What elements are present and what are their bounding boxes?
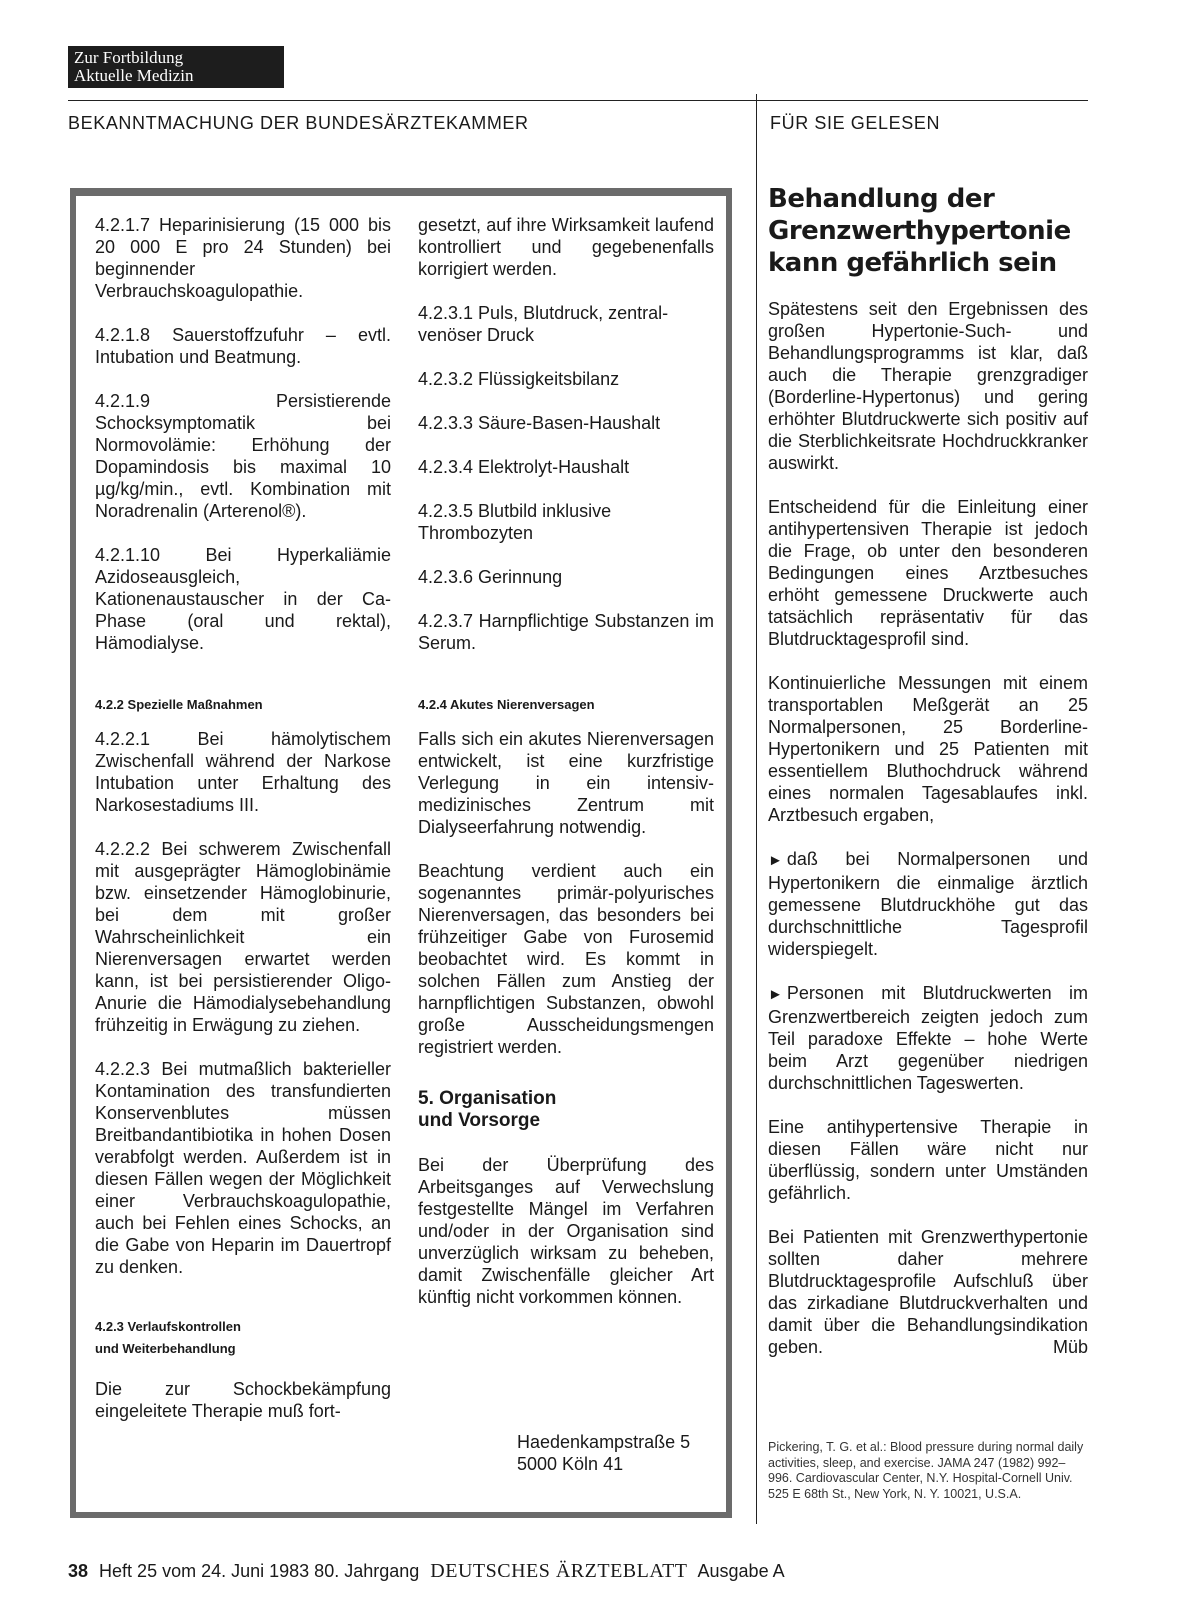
address-block	[517, 1431, 690, 1475]
kicker-line-2: Aktuelle Medizin	[74, 66, 194, 85]
paragraph: Beachtung verdient auch ein sogenanntes primär-polyurisches Nierenversagen, das besonders bei frühzeitiger Gabe von Furosemid beobachtet wird. Es kommt in solchen Fällen zum Anstieg der harnpflichtigen Substanzen, obwohl große Ausscheidungsmengen registriert werden.	[418, 861, 714, 1057]
address-line-2: 5000 Köln 41	[517, 1454, 624, 1474]
header-rule	[68, 100, 1088, 101]
arrow-bullet-icon: ►	[768, 986, 783, 1003]
paragraph: 4.2.3.4 Elektrolyt-Haushalt	[418, 457, 630, 477]
paragraph: Die zur Schockbekämpfung eingeleitete Therapie muß fort-	[95, 1379, 391, 1421]
paragraph: 4.2.1.10 Bei Hyperkaliämie Azidoseausgleich, Kationenaustauscher in der Ca-Phase (oral und rektal), Hämodialyse.	[95, 545, 391, 653]
announcement-column-2	[418, 214, 714, 1330]
paragraph: 4.2.1.7 Heparinisierung (15 000 bis 20 000 E pro 24 Stunden) bei beginnender Verbrauchskoagulopathie.	[95, 215, 391, 301]
arrow-bullet-icon: ►	[768, 852, 783, 869]
paragraph: 4.2.2.1 Bei hämolytischem Zwischenfall während der Narkose Intubation unter Erhaltung des Narkosestadiums III.	[95, 729, 391, 815]
subheading-4-2-2: 4.2.2 Spezielle Maßnahmen	[95, 697, 263, 712]
paragraph: Entscheidend für die Einleitung einer antihypertensiven Therapie ist jedoch die Frage, ob unter den besonderen Bedingungen eines Arztbesuches erhöht gemessene Druckwerte auch tatsächlich repräsentativ für das Blutdrucktagesprofil sind.	[768, 497, 1088, 649]
paragraph: Eine antihypertensive Therapie in diesen Fällen wäre nicht nur überflüssig, sondern unter Umständen gefährlich.	[768, 1117, 1088, 1203]
paragraph-text: Bei Patienten mit Grenzwerthypertonie sollten daher mehrere Blutdrucktagesprofile Aufschluß über das zirkadiane Blutdruckverhalten und damit über die Behandlungsindikation geben.	[768, 1227, 1088, 1357]
paragraph: 4.2.3.6 Gerinnung	[418, 567, 563, 587]
bullet-paragraph	[768, 848, 1088, 960]
paragraph: Kontinuierliche Messungen mit einem transportablen Meßgerät an 25 Normalpersonen, 25 Borderline-Hypertonikern und 25 Patienten mit essentiellem Bluthochdruck während eines normalen Tagesablaufes inkl. Arztbesuch ergaben,	[768, 673, 1088, 825]
paragraph	[768, 1226, 1088, 1358]
page-number: 38	[68, 1561, 89, 1581]
reference-citation: Pickering, T. G. et al.: Blood pressure during normal daily activities, sleep, and exercise. JAMA 247 (1982) 992–996. Cardiovascular Center, N.Y. Hospital-Cornell Univ. 525 E 68th St., New York, N. Y. 10021, U.S.A.	[768, 1440, 1084, 1501]
page-footer	[68, 1560, 785, 1583]
heading-organisation	[418, 1088, 714, 1132]
announcement-column-1	[95, 214, 391, 1444]
subheading-line: 4.2.3 Verlaufskontrollen	[95, 1319, 241, 1334]
address-line-1: Haedenkampstraße 5	[517, 1432, 691, 1452]
article-title: Behandlung der Grenzwerthypertonie kann gefährlich sein	[768, 184, 1071, 278]
bullet-text: Personen mit Blutdruckwerten im Grenzwertbereich zeigten jedoch zum Teil paradoxe Effekte – hohe Werte beim Arzt gegenüber niedrigen durchschnittlichen Tageswerten.	[768, 983, 1088, 1093]
section-heading-right: FÜR SIE GELESEN	[770, 113, 941, 133]
subheading-4-2-3	[95, 1316, 391, 1360]
edition: Ausgabe A	[697, 1561, 785, 1581]
bullet-text: daß bei Normalpersonen und Hypertonikern die einmalige ärztlich gemessene Blutdruckhöhe gut das durchschnittliche Tagesprofil widerspiegelt.	[768, 849, 1088, 959]
paragraph: 4.2.2.2 Bei schwerem Zwischenfall mit ausgeprägter Hämoglobinämie bzw. einsetzender Hämoglobinurie, bei dem mit großer Wahrscheinlichkeit ein Nierenversagen erwartet werden kann, ist bei persistierender Oligo-Anurie die Hämodialysebehandlung frühzeitig in Erwägung zu ziehen.	[95, 839, 391, 1035]
issue-info: Heft 25 vom 24. Juni 1983 80. Jahrgang	[99, 1561, 420, 1581]
bullet-paragraph	[768, 982, 1088, 1094]
paragraph: Spätestens seit den Ergebnissen des großen Hypertonie-Such- und Behandlungsprogramms ist klar, daß auch die Therapie grenzgradiger (Borderline-Hypertonus) und gering erhöhter Blutdruckwerte sich positiv auf die Sterblichkeitsrate Hochdruckkranker auswirkt.	[768, 299, 1088, 473]
paragraph: 4.2.3.3 Säure-Basen-Haushalt	[418, 413, 661, 433]
paragraph: Falls sich ein akutes Nierenversagen entwickelt, ist eine kurzfristige Verlegung in ein intensiv-medizinisches Zentrum mit Dialyseerfahrung notwendig.	[418, 729, 714, 837]
author-signature: Müb	[1052, 1337, 1088, 1357]
section-kicker	[68, 46, 284, 88]
paragraph: 4.2.3.7 Harnpflichtige Substanzen im Serum.	[418, 611, 714, 653]
journal-name: DEUTSCHES ÄRZTEBLATT	[430, 1560, 688, 1582]
subheading-line: und Weiterbehandlung	[95, 1341, 236, 1356]
heading-line: 5. Organisation	[418, 1088, 557, 1109]
heading-line: und Vorsorge	[418, 1110, 541, 1131]
paragraph: 4.2.3.5 Blutbild inklusive Thrombozyten	[418, 501, 612, 543]
paragraph: 4.2.3.1 Puls, Blutdruck, zentral-venöser Druck	[418, 303, 669, 345]
paragraph: 4.2.2.3 Bei mutmaßlich bakterieller Kontamination des transfundierten Konservenblutes müssen Breitbandantibiotika in hohen Dosen verabfolgt werden. Außerdem ist in diesen Fällen wegen der Möglichkeit einer Verbrauchskoagulopathie, auch bei Fehlen eines Schocks, an die Gabe von Heparin im Dauertropf zu denken.	[95, 1059, 391, 1277]
column-divider	[756, 94, 757, 1524]
section-heading-left: BEKANNTMACHUNG DER BUNDESÄRZTEKAMMER	[68, 113, 529, 133]
subheading-4-2-4: 4.2.4 Akutes Nierenversagen	[418, 697, 595, 712]
paragraph: 4.2.3.2 Flüssigkeitsbilanz	[418, 369, 620, 389]
paragraph: Bei der Überprüfung des Arbeitsganges auf Verwechslung festgestellte Mängel im Verfahren und/oder in der Organisation sind unverzüglich wirksam zu beheben, damit Zwischenfälle gleicher Art künftig nicht vorkommen können.	[418, 1155, 714, 1307]
article-body	[768, 298, 1088, 1380]
kicker-line-1: Zur Fortbildung	[74, 48, 184, 67]
paragraph: 4.2.1.9 Persistierende Schocksymptomatik bei Normovolämie: Erhöhung der Dopamindosis bis maximal 10 µg/kg/min., evtl. Kombination mit Noradrenalin (Arterenol®).	[95, 391, 391, 521]
paragraph: gesetzt, auf ihre Wirksamkeit laufend kontrolliert und gegebenenfalls korrigiert werden.	[418, 215, 714, 279]
paragraph: 4.2.1.8 Sauerstoffzufuhr – evtl. Intubation und Beatmung.	[95, 325, 391, 367]
